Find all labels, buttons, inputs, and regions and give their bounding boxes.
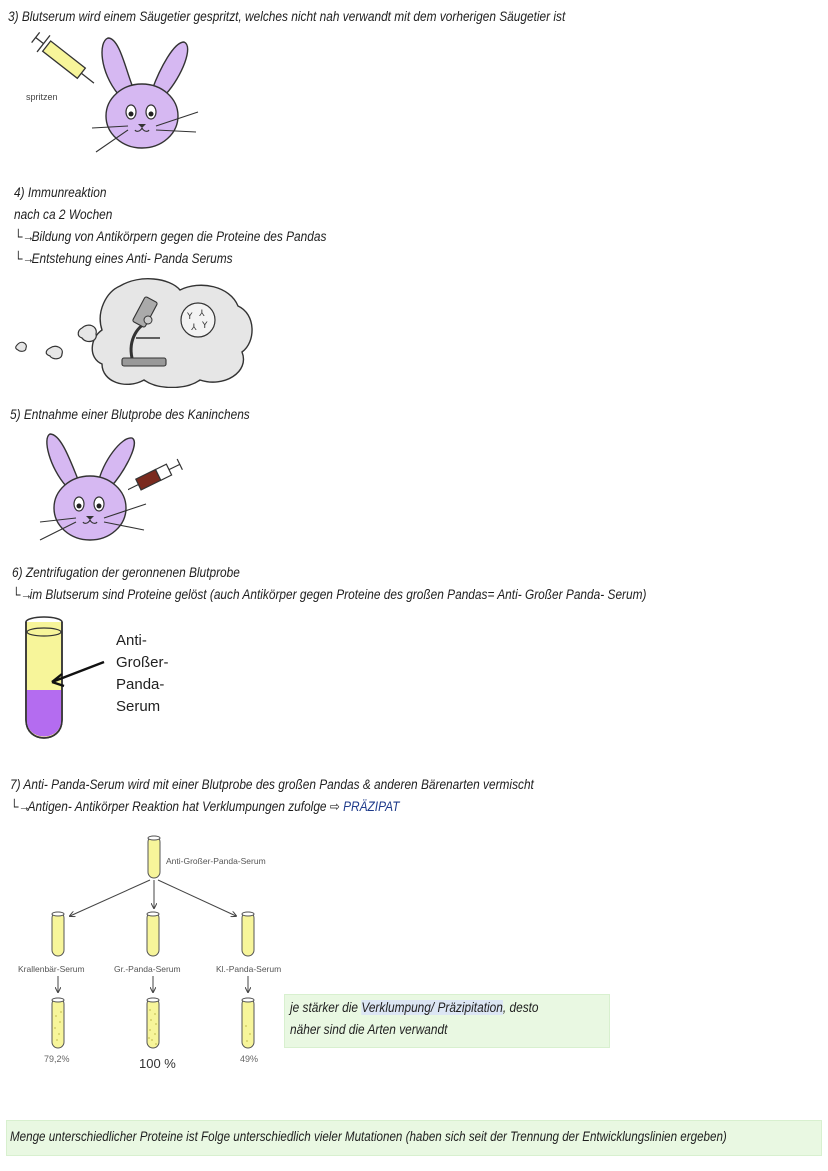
step4-title: 4) Immunreaktion xyxy=(14,185,107,200)
double-arrow-icon: ⇨ xyxy=(329,799,340,814)
percent-gr-panda: 100 % xyxy=(139,1056,176,1071)
step4-line1: nach ca 2 Wochen xyxy=(14,207,113,222)
serum-label-krallenbaer: Krallenbär-Serum xyxy=(18,964,85,974)
step6-bullet: └→im Blutserum sind Proteine gelöst (auch Antikörper gegen Proteine des großen Pandas= Anti- Großer Panda- Serum) xyxy=(12,584,646,606)
rabbit-icon xyxy=(90,32,210,157)
corner-arrow-icon: └→ xyxy=(14,251,35,266)
svg-text:Y: Y xyxy=(187,312,193,322)
result-text: PRÄZIPAT xyxy=(343,799,400,814)
note-line-2: näher sind die Arten verwandt xyxy=(290,1022,448,1037)
syringe-blood-icon xyxy=(128,452,192,496)
diagram-top-label: Anti-Großer-Panda-Serum xyxy=(166,856,266,866)
percent-kl-panda: 49% xyxy=(240,1054,259,1064)
footer-text: Menge unterschiedlicher Proteine ist Folge unterschiedlich vieler Mutationen (haben sich seit der Trennung der Entwicklungslinien ergeben) xyxy=(10,1129,727,1144)
step7-title: 7) Anti- Panda-Serum wird mit einer Blutprobe des großen Pandas & anderen Bärenarten vermischt xyxy=(10,777,534,792)
corner-arrow-icon: └→ xyxy=(10,799,31,814)
step4-bullet-2: └→Entstehung eines Anti- Panda Serums xyxy=(14,248,233,270)
svg-text:⅄: ⅄ xyxy=(199,309,205,319)
corner-arrow-icon: └→ xyxy=(12,587,33,602)
step4-bullet-1: └→Bildung von Antikörpern gegen die Proteine des Pandas xyxy=(14,226,326,248)
note-line-1: je stärker die Verklumpung/ Präzipitation, desto xyxy=(290,1000,539,1015)
thought-cloud-icon xyxy=(10,276,255,388)
percent-krallenbaer: 79,2% xyxy=(44,1054,70,1064)
step7-bullet: └→Antigen- Antikörper Reaktion hat Verklumpungen zufolge ⇨ PRÄZIPAT xyxy=(10,796,399,818)
corner-arrow-icon: └→ xyxy=(14,229,35,244)
svg-text:⅄: ⅄ xyxy=(191,323,197,333)
serum-label-kl-panda: Kl.-Panda-Serum xyxy=(216,964,282,974)
svg-text:Y: Y xyxy=(202,321,208,331)
step3-title: 3) Blutserum wird einem Säugetier gespritzt, welches nicht nah verwandt mit dem vorherigen Säugetier ist xyxy=(8,9,566,24)
tube-label: Anti- Großer- Panda- Serum xyxy=(116,632,169,715)
serum-label-gr-panda: Gr.-Panda-Serum xyxy=(114,964,181,974)
centrifuge-tube-icon xyxy=(18,612,118,744)
step5-title: 5) Entnahme einer Blutprobe des Kaninchens xyxy=(10,407,250,422)
step6-title: 6) Zentrifugation der geronnenen Blutprobe xyxy=(12,565,240,580)
syringe-label: spritzen xyxy=(26,92,58,102)
note-highlight: Verklumpung/ Präzipitation xyxy=(361,1000,503,1015)
